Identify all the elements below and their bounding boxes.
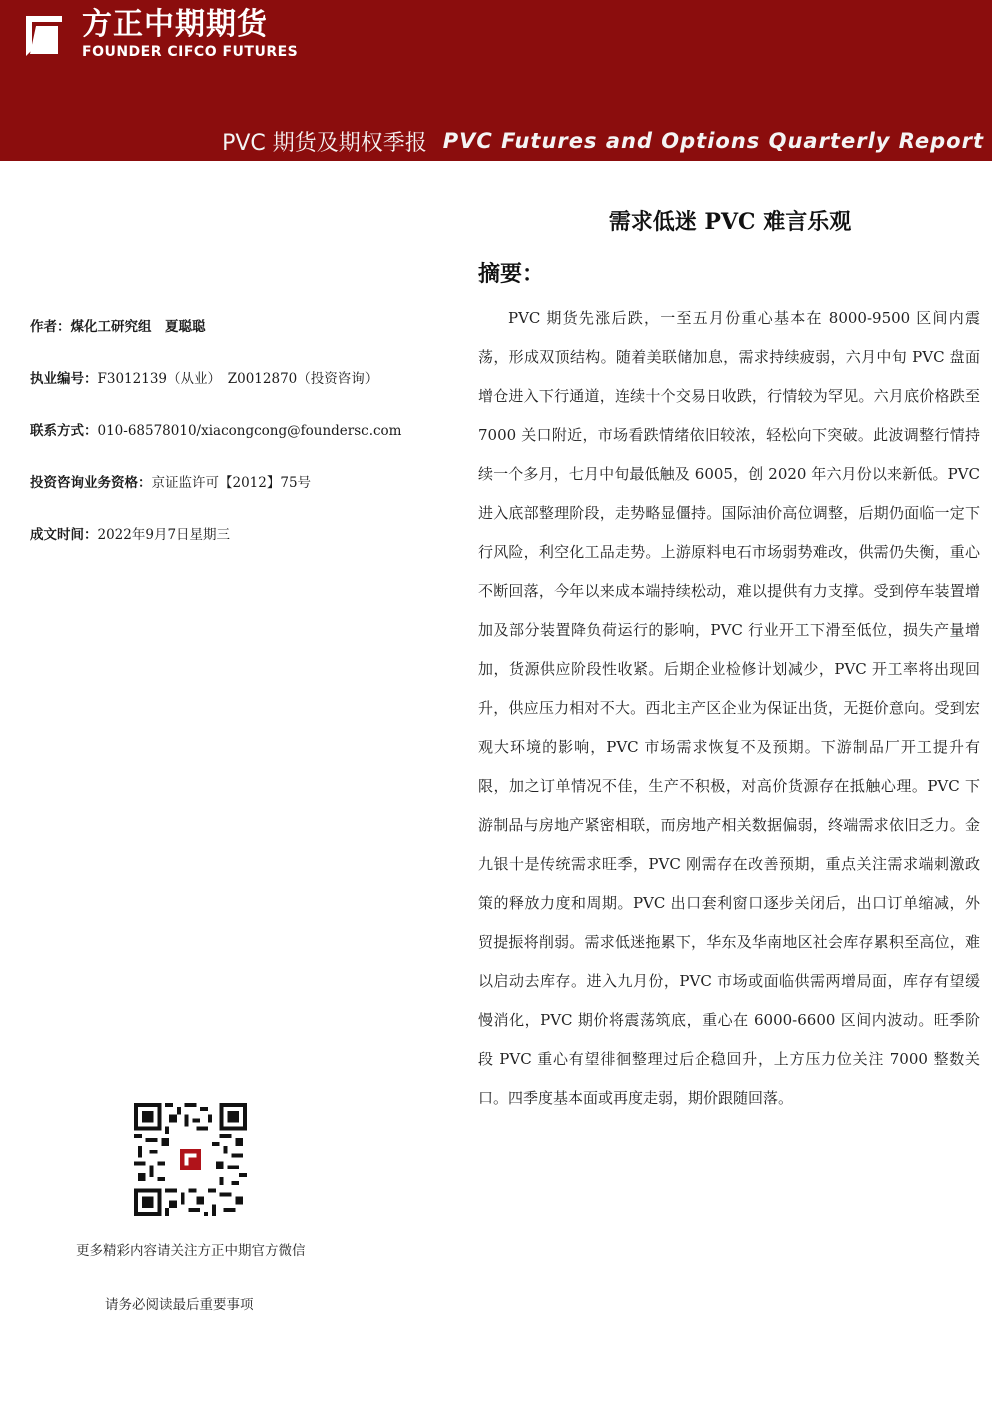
meta-contact — [30, 419, 402, 439]
abstract-body: PVC 期货先涨后跌，一至五月份重心基本在 8000-9500 区间内震荡，形成双顶结构。随着美联储加息，需求持续疲弱，六月中旬 PVC 盘面增仓进入下行通道，连续十个交易日收跌，行情较为罕见。六月底价格跌至 7000 关口附近，市场看跌情绪依旧较浓，轻松向下突破。此波调整行情持续一个多月，七月中旬最低触及 6005，创 2020 年六月份以来新低。PVC 进入底部整理阶段，走势略显僵持。国际油价高位调整，后期仍面临一定下行风险，利空化工品走势。上游原料电石市场弱势难改，供需仍失衡，重心不断回落，今年以来成本端持续松动，难以提供有力支撑。受到停车装置增加及部分装置降负荷运行的影响，PVC 行业开工下滑至低位，损失产量增加，货源供应阶段性收紧。后期企业检修计划减少，PVC 开工率将出现回升，供应压力相对不大。西北主产区企业为保证出货，无挺价意向。受到宏观大环境的影响，PVC 市场需求恢复不及预期。下游制品厂开工提升有限，加之订单情况不佳，生产不积极，对高价货源存在抵触心理。PVC 下游制品与房地产紧密相联，而房地产相关数据偏弱，终端需求依旧乏力。金九银十是传统需求旺季，PVC 刚需存在改善预期，重点关注需求端刺激政策的释放力度和周期。PVC 出口套利窗口逐步关闭后，出口订单缩减，外贸提振将削弱。需求低迷拖累下，华东及华南地区社会库存累积至高位，难以启动去库存。进入九月份，PVC 市场或面临供需两增局面，库存有望缓慢消化，PVC 期价将震荡筑底，重心在 6000-6600 区间内波动。旺季阶段 PVC 重心有望徘徊整理过后企稳回升，上方压力位关注 7000 整数关口。四季度基本面或再度走弱，期价跟随回落。 — [478, 309, 980, 1107]
meta-license-no — [30, 367, 378, 387]
meta-qualification-value: 京证监许可【2012】75号 — [151, 475, 312, 491]
meta-license-no-label: 执业编号： — [30, 371, 98, 387]
report-title-row — [222, 124, 984, 158]
report-header — [0, 0, 992, 161]
meta-author — [30, 315, 206, 335]
meta-contact-value[interactable]: 010-68578010/xiacongcong@foundersc.com — [97, 423, 402, 439]
important-notice-caption: 请务必阅读最后重要事项 — [105, 1297, 254, 1313]
meta-contact-label: 联系方式： — [30, 423, 98, 439]
report-title-cn: PVC 期货及期权季报 — [222, 130, 427, 156]
meta-author-value: 煤化工研究组 夏聪聪 — [70, 319, 206, 335]
report-title-en: PVC Futures and Options Quarterly Report — [442, 129, 984, 153]
meta-date-label: 成文时间： — [30, 527, 98, 543]
meta-author-label: 作者： — [30, 319, 71, 335]
meta-license-no-value: F3012139（从业） Z0012870（投资咨询） — [97, 371, 379, 387]
wechat-qr-code-icon[interactable] — [134, 1103, 247, 1216]
meta-date-value: 2022年9月7日星期三 — [97, 527, 231, 543]
founder-logo-icon — [22, 10, 72, 60]
meta-qualification-label: 投资咨询业务资格： — [30, 475, 152, 491]
meta-date — [30, 523, 230, 543]
brand-name-cn: 方正中期期货 — [82, 7, 268, 42]
article-headline: 需求低迷 PVC 难言乐观 — [608, 209, 852, 235]
brand-name-en: FOUNDER CIFCO FUTURES — [82, 44, 299, 60]
abstract-title: 摘要： — [478, 261, 545, 287]
meta-qualification — [30, 471, 311, 491]
qr-follow-caption: 更多精彩内容请关注方正中期官方微信 — [76, 1243, 306, 1259]
